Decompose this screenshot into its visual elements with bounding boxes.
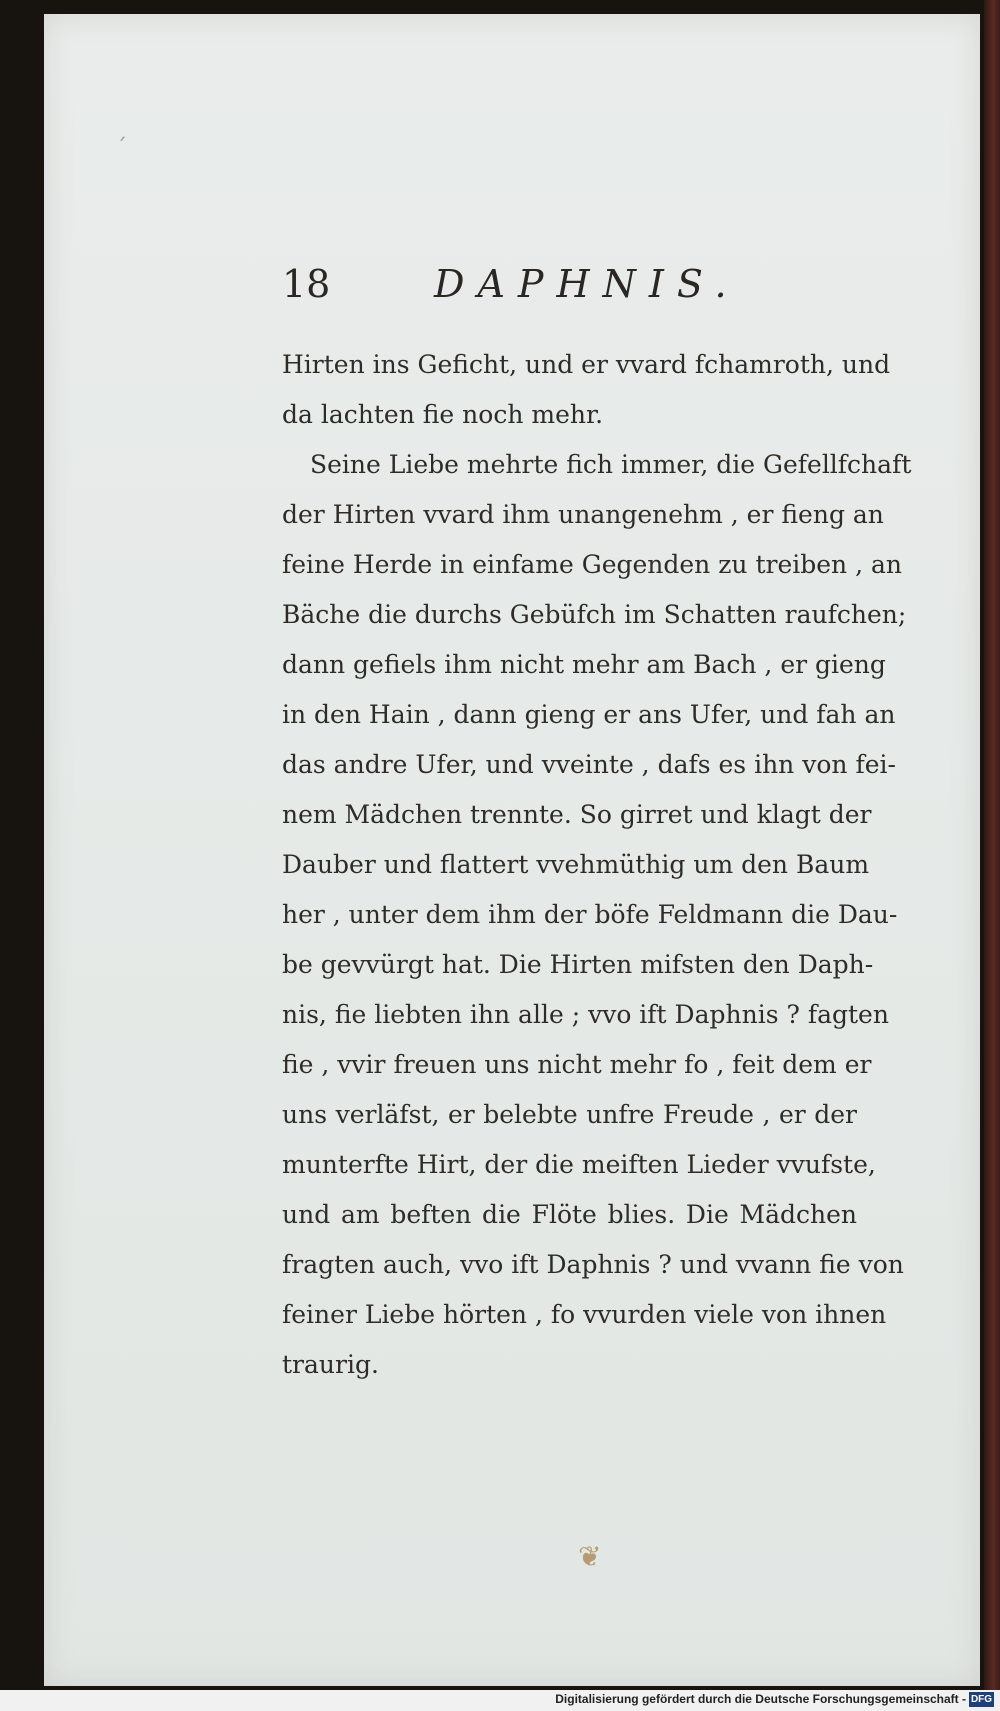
text-line: nis, fie liebten ihn alle ; vvo ift Daphnis ? fagten <box>282 1000 889 1029</box>
text-line: Dauber und flattert vvehmüthig um den Baum <box>282 850 870 879</box>
text-line: munterfte Hirt, der die meiften Lieder vvufste, <box>282 1150 876 1179</box>
text-line: traurig. <box>282 1350 379 1379</box>
page-header <box>282 262 740 310</box>
text-line: und am beften die Flöte blies. Die Mädchen <box>282 1200 857 1229</box>
footer-credit: Digitalisierung gefördert durch die Deutsche Forschungsgemeinschaft - <box>555 1692 966 1706</box>
book-edge <box>984 0 1000 1690</box>
text-line: fragten auch, vvo ift Daphnis ? und vvann fie von <box>282 1250 904 1279</box>
text-line: der Hirten vvard ihm unangenehm , er fieng an <box>282 500 884 529</box>
text-line: Hirten ins Geficht, und er vvard fchamroth, und <box>282 350 891 379</box>
dfg-logo-icon: DFG <box>970 1694 993 1705</box>
text-line: da lachten fie noch mehr. <box>282 400 604 429</box>
paper-speck: ˊ <box>116 136 127 161</box>
text-line: Seine Liebe mehrte fich immer, die Gefellfchaft <box>310 450 912 479</box>
text-line: feine Herde in einfame Gegenden zu treiben , an <box>282 550 902 579</box>
body-text <box>282 340 912 1390</box>
text-line: be gevvürgt hat. Die Hirten mifsten den Daph- <box>282 950 874 979</box>
text-line: das andre Ufer, und vveinte , dafs es ihn von fei- <box>282 750 896 779</box>
text-line: in den Hain , dann gieng er ans Ufer, und fah an <box>282 700 896 729</box>
text-line: feiner Liebe hörten , fo vvurden viele von ihnen <box>282 1300 887 1329</box>
page-number: 18 <box>282 262 331 306</box>
text-line: Bäche die durchs Gebüfch im Schatten raufchen; <box>282 600 907 629</box>
text-line: dann gefiels ihm nicht mehr am Bach , er gieng <box>282 650 886 679</box>
text-line: her , unter dem ihm der böfe Feldmann die Dau- <box>282 900 898 929</box>
ornament-icon: ❦ <box>578 1540 602 1573</box>
text-line: fie , vvir freuen uns nicht mehr fo , feit dem er <box>282 1050 872 1079</box>
running-title: DAPHNIS. <box>434 262 740 306</box>
text-line: nem Mädchen trennte. So girret und klagt der <box>282 800 872 829</box>
text-line: uns verläfst, er belebte unfre Freude , er der <box>282 1100 857 1129</box>
footer-bar <box>0 1690 1000 1711</box>
